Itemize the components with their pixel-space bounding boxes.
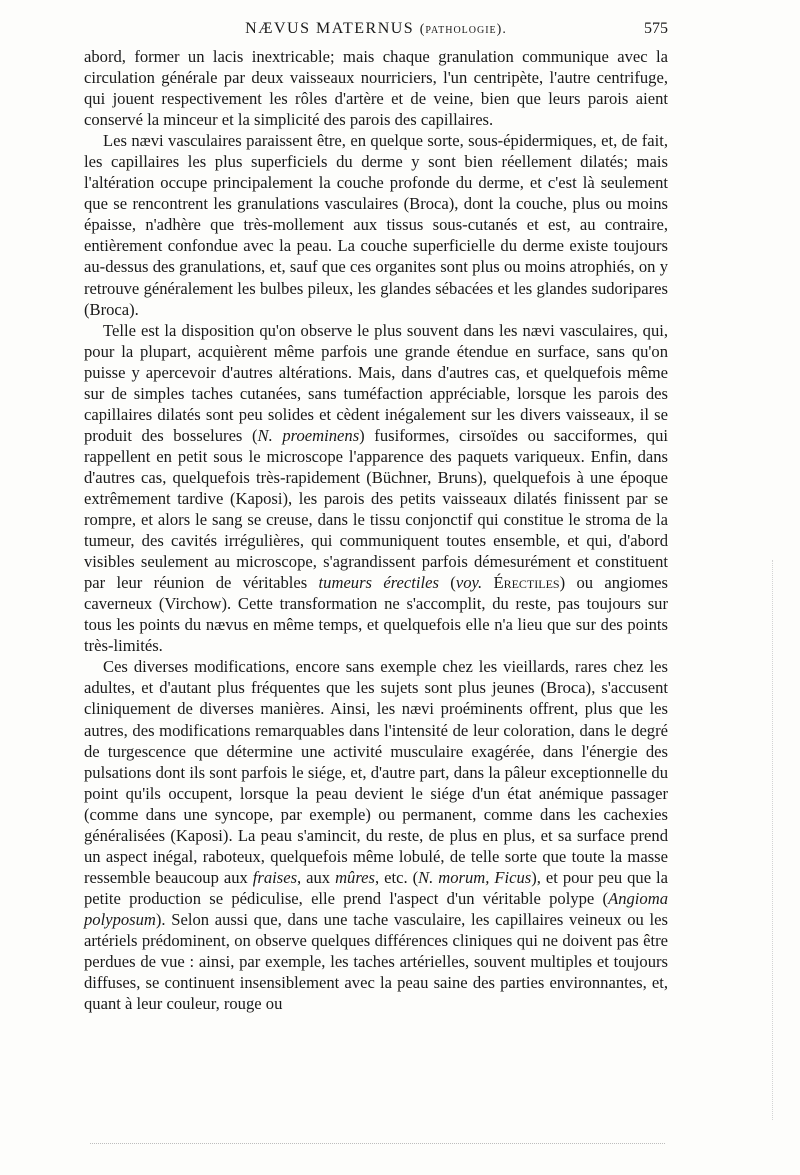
small-caps-run: Érectiles bbox=[493, 573, 560, 593]
scan-footer-specks bbox=[90, 1143, 665, 1146]
italic-run: fraises bbox=[252, 867, 298, 887]
text-run: Ces diverses modifications, encore sans exemple chez les vieillards, rares chez les adultes, et d'autant plus fréquentes que les sujets sont plus jeunes (Broca), s'accusent cliniquement de diverses manières. Ainsi, les nævi proéminents offrent, plus que les autres, des modifications remarquables dans l'intensité de leur coloration, dans le degré de turgescence que détermine une activité musculaire exagérée, dans l'énergie des pulsations dont ils sont parfois le siége, et, d'autre part, dans la pâleur exceptionnelle du point qu'ils occupent, lorsque la peau devient le siége d'un état anémique passager (comme dans une syncope, par exemple) ou permanent, comme dans les cachexies généralisées (Kaposi). La peau s'amincit, du reste, de plus en plus, et sa surface prend un aspect inégal, raboteux, quelquefois même lobulé, de telle sorte que toute la masse ressemble beaucoup aux bbox=[84, 657, 668, 887]
text-run: ). Selon aussi que, dans une tache vasculaire, les capillaires veineux ou les artériels prédominent, on observe quelques différences cliniques qui ne doivent pas être perdues de vue : ainsi, par exemple, les taches artérielles, souvent multiples et toujours diffuses, se continuent insensiblement avec la peau saine des parties environnantes, et, quant à leur couleur, rouge ou bbox=[84, 909, 668, 1014]
italic-run: tumeurs érectiles bbox=[318, 573, 439, 593]
paragraph bbox=[84, 46, 668, 130]
italic-run: N. morum, Ficus bbox=[418, 867, 532, 887]
paragraph bbox=[84, 130, 668, 319]
paragraph bbox=[84, 656, 668, 1014]
running-title-main: NÆVUS MATERNUS bbox=[245, 20, 415, 37]
paragraph bbox=[84, 320, 668, 657]
running-title-subtitle: (pathologie). bbox=[419, 22, 507, 37]
page-header bbox=[84, 20, 668, 46]
scan-margin-specks bbox=[772, 560, 774, 1120]
text-run: ) ou angiomes caverneux (Virchow). Cette transformation ne s'accomplit, du reste, pas toujours sur tous les points du nævus en même temps, et quelquefois elle n'a lieu que sur des points très-limités. bbox=[84, 573, 668, 656]
italic-run: N. proeminens bbox=[257, 425, 360, 445]
italic-run: mûres bbox=[335, 867, 376, 887]
text-run: abord, former un lacis inextricable; mais chaque granulation communique avec la circulation générale par deux vaisseaux nourriciers, l'un centripète, l'autre centrifuge, qui jouent respectivement les rôles d'artère et de veine, bien que leurs parois aient conservé la minceur et la simplicité des parois des capillaires. bbox=[84, 47, 668, 130]
text-run: Les nævi vasculaires paraissent être, en quelque sorte, sous-épidermiques, et, de fait, les capillaires les plus superficiels du derme y sont bien réellement dilatés; mais l'altération occupe principalement la couche profonde du derme, et c'est là seulement que se rencontrent les granulations vasculaires (Broca), dont la couche, plus ou moins épaisse, n'adhère que très-mollement aux tissus sous-cutanés et est, au contraire, entièrement confondue avec la peau. La couche superficielle du derme existe toujours au-dessus des granulations, et, sauf que ces organites sont plus ou moins atrophiés, on y retrouve généralement les bulbes pileux, les glandes sébacées et les glandes sudoripares (Broca). bbox=[84, 131, 668, 319]
page-number: 575 bbox=[644, 20, 668, 37]
body-text bbox=[84, 46, 668, 1014]
text-run bbox=[482, 573, 493, 592]
text-run: ), et pour peu que la petite production se pédiculise, elle prend l'aspect d'un véritable polype ( bbox=[84, 867, 669, 908]
text-run: , aux bbox=[297, 867, 336, 887]
running-title bbox=[84, 20, 668, 38]
text-run: Telle est la disposition qu'on observe le plus souvent dans les nævi vasculaires, qui, pour la plupart, acquièrent même parfois une grande étendue en surface, sans qu'on puisse y apercevoir d'autres altérations. Mais, dans d'autres cas, et quelquefois même sur de simples taches cutanées, sans tuméfaction appréciable, lorsque les parois des capillaires dilatés sont peu solides et cèdent inégalement sur les divers vaisseaux, il se produit des bosselures ( bbox=[84, 320, 668, 445]
italic-run: Angioma polyposum bbox=[84, 888, 668, 929]
text-run: ( bbox=[438, 573, 456, 593]
text-run: ) fusiformes, cirsoïdes ou sacciformes, qui rappellent en petit sous le microscope l'apparence des paquets variqueux. Enfin, dans d'autres cas, quelquefois très-rapidement (Büchner, Bruns), quelquefois à une époque extrêmement tardive (Kaposi), les parois des petits vaisseaux dilatés finissent par se rompre, et alors le sang se creuse, dans le tissu conjonctif qui constitue le stroma de la tumeur, des cavités irrégulières, qui communiquent toutes ensemble, et qui, d'abord visibles seulement au microscope, s'agrandissent parfois démesurément et constituent par leur réunion de véritables bbox=[84, 425, 669, 593]
italic-run: voy. bbox=[455, 573, 483, 593]
text-run: , etc. ( bbox=[375, 867, 419, 887]
